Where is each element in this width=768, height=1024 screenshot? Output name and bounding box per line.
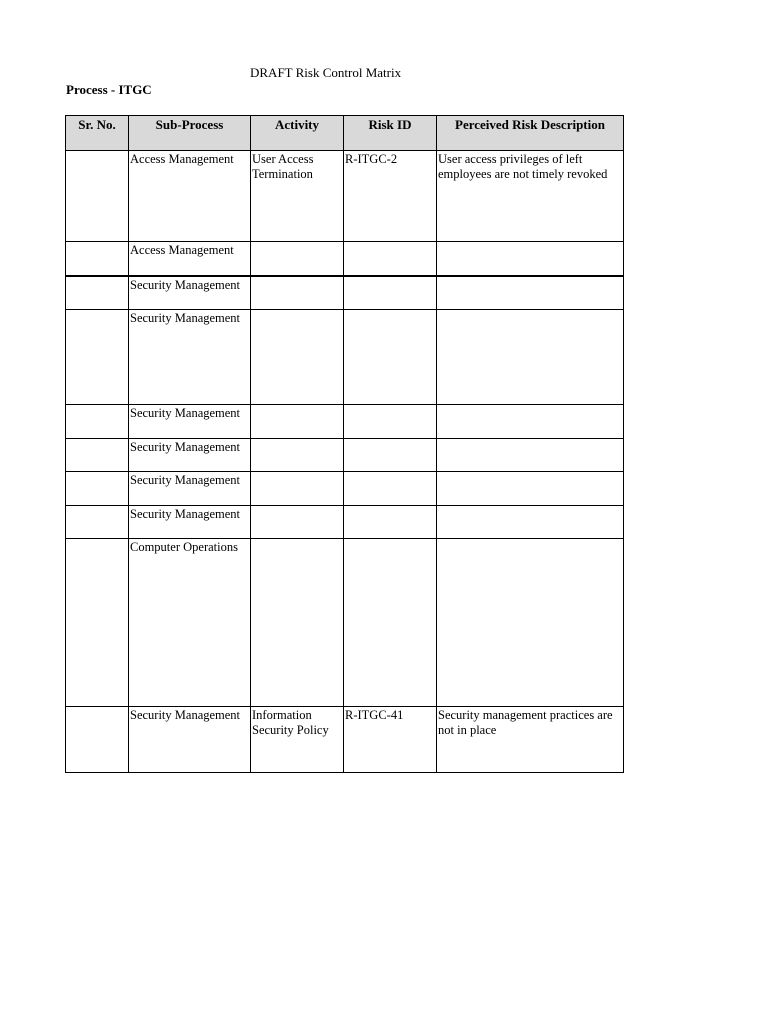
table-row [66, 405, 624, 439]
cell-sub-process: Security Management [129, 472, 251, 506]
cell-activity [251, 506, 344, 539]
cell-risk-id [344, 539, 437, 707]
cell-risk-id [344, 242, 437, 276]
cell-activity [251, 242, 344, 276]
cell-sr-no [66, 276, 129, 310]
cell-risk-id [344, 405, 437, 439]
cell-sr-no [66, 405, 129, 439]
cell-description [437, 506, 624, 539]
cell-risk-id [344, 276, 437, 310]
cell-description: User access privileges of left employees are not timely revoked [437, 151, 624, 242]
header-sr-no: Sr. No. [66, 116, 129, 151]
cell-description: Security management practices are not in place [437, 707, 624, 773]
table-row [66, 276, 624, 310]
cell-sr-no [66, 707, 129, 773]
cell-activity: User Access Termination [251, 151, 344, 242]
cell-sub-process: Security Management [129, 506, 251, 539]
cell-sr-no [66, 472, 129, 506]
cell-description [437, 439, 624, 472]
cell-activity [251, 439, 344, 472]
cell-description [437, 405, 624, 439]
cell-sr-no [66, 242, 129, 276]
table-row [66, 539, 624, 707]
header-risk-description: Perceived Risk Description [437, 116, 624, 151]
cell-description [437, 310, 624, 405]
table-row [66, 439, 624, 472]
cell-activity: Information Security Policy [251, 707, 344, 773]
cell-sub-process: Security Management [129, 310, 251, 405]
table-row [66, 151, 624, 242]
cell-activity [251, 310, 344, 405]
cell-sub-process: Security Management [129, 439, 251, 472]
header-activity: Activity [251, 116, 344, 151]
cell-activity [251, 405, 344, 439]
cell-risk-id: R-ITGC-41 [344, 707, 437, 773]
table-row [66, 310, 624, 405]
table-row [66, 242, 624, 276]
table-row [66, 472, 624, 506]
cell-risk-id [344, 310, 437, 405]
cell-sr-no [66, 539, 129, 707]
cell-sub-process: Computer Operations [129, 539, 251, 707]
cell-activity [251, 539, 344, 707]
cell-sr-no [66, 310, 129, 405]
cell-sub-process: Access Management [129, 151, 251, 242]
table-row [66, 506, 624, 539]
cell-risk-id: R-ITGC-2 [344, 151, 437, 242]
cell-risk-id [344, 472, 437, 506]
cell-description [437, 276, 624, 310]
cell-sub-process: Security Management [129, 276, 251, 310]
table-header-row [66, 116, 624, 151]
process-label: Process - ITGC [66, 82, 152, 97]
cell-sub-process: Security Management [129, 405, 251, 439]
table-row [66, 707, 624, 773]
cell-sr-no [66, 439, 129, 472]
cell-description [437, 539, 624, 707]
header-sub-process: Sub-Process [129, 116, 251, 151]
cell-sub-process: Access Management [129, 242, 251, 276]
cell-sr-no [66, 506, 129, 539]
header-risk-id: Risk ID [344, 116, 437, 151]
cell-description [437, 472, 624, 506]
cell-activity [251, 472, 344, 506]
cell-risk-id [344, 506, 437, 539]
risk-control-matrix-table [65, 115, 624, 773]
cell-risk-id [344, 439, 437, 472]
document-title: DRAFT Risk Control Matrix [250, 65, 402, 80]
cell-activity [251, 276, 344, 310]
cell-sr-no [66, 151, 129, 242]
cell-description [437, 242, 624, 276]
cell-sub-process: Security Management [129, 707, 251, 773]
